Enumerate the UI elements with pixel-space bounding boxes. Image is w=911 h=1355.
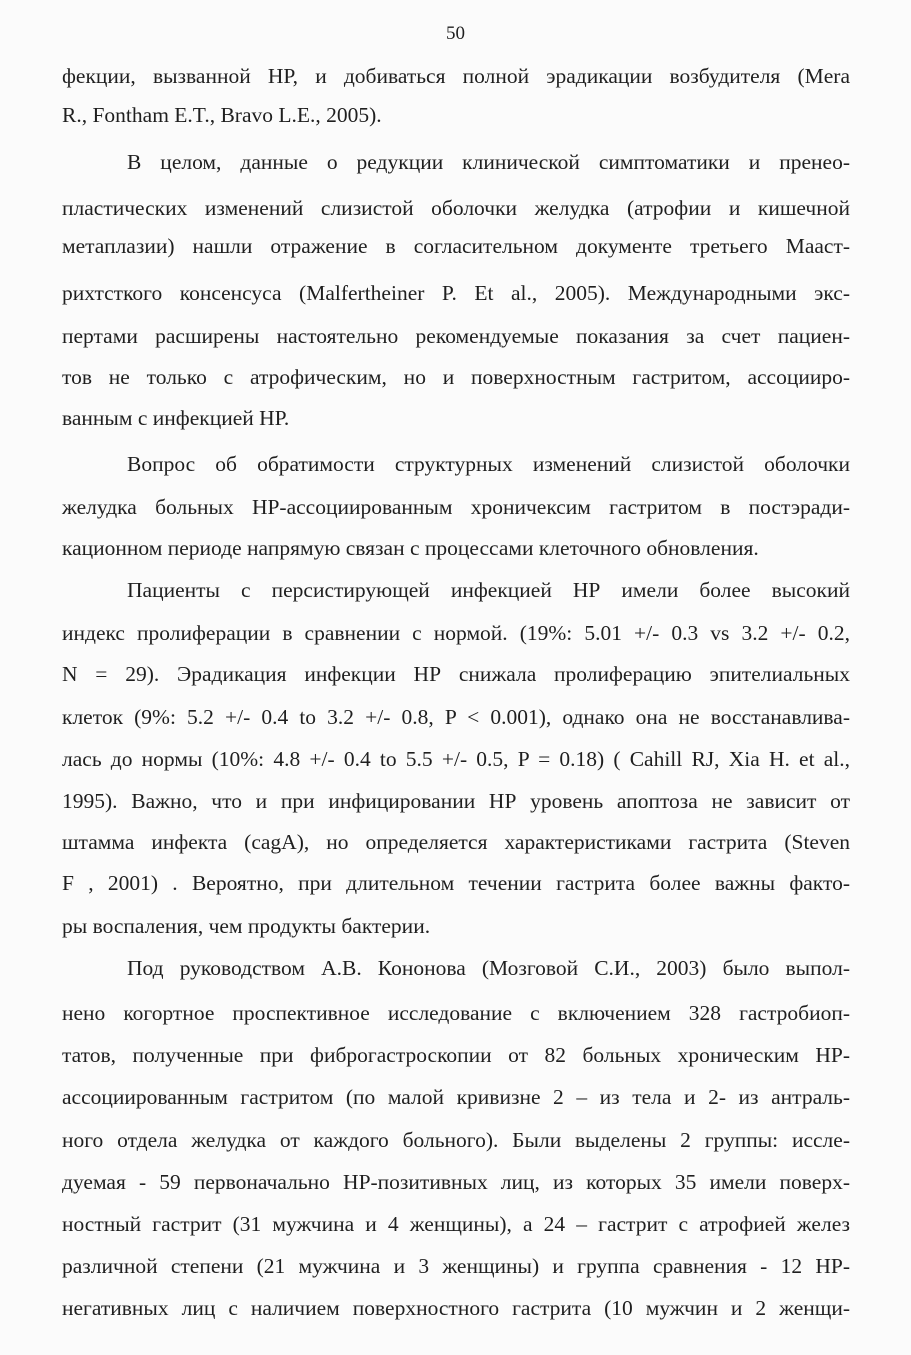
text-line: ностный гастрит (31 мужчина и 4 женщины), а 24 – гастрит с атрофией желез (62, 1212, 850, 1236)
text-line: различной степени (21 мужчина и 3 женщины) и группа сравнения - 12 НР- (62, 1254, 850, 1278)
text-line: клеток (9%: 5.2 +/- 0.4 to 3.2 +/- 0.8, P < 0.001), однако она не восстанавлива- (62, 705, 850, 729)
text-line: рихтсткого консенсуса (Malfertheiner P. Et al., 2005). Международными экс- (62, 281, 850, 305)
text-line: фекции, вызванной НР, и добиваться полной эрадикации возбудителя (Mera (62, 64, 850, 88)
text-line: негативных лиц с наличием поверхностного гастрита (10 мужчин и 2 женщи- (62, 1296, 850, 1320)
text-line: F , 2001) . Вероятно, при длительном течении гастрита более важны факто- (62, 871, 850, 895)
text-line: N = 29). Эрадикация инфекции НР снижала пролиферацию эпителиальных (62, 662, 850, 686)
text-line: ры воспаления, чем продукты бактерии. (62, 914, 431, 938)
text-line: ассоциированным гастритом (по малой кривизне 2 – из тела и 2- из антраль- (62, 1085, 850, 1109)
text-line: 1995). Важно, что и при инфицировании НР уровень апоптоза не зависит от (62, 789, 850, 813)
text-line: В целом, данные о редукции клинической симптоматики и пренео- (127, 150, 850, 174)
text-line: татов, полученные при фиброгастроскопии от 82 больных хроническим НР- (62, 1043, 850, 1067)
text-line: штамма инфекта (cagA), но определяется характеристиками гастрита (Steven (62, 830, 850, 854)
text-line: тов не только с атрофическим, но и поверхностным гастритом, ассоцииро- (62, 365, 850, 389)
text-line: нено когортное проспективное исследование с включением 328 гастробиоп- (62, 1001, 850, 1025)
text-line: кационном периоде напрямую связан с процессами клеточного обновления. (62, 536, 759, 560)
text-line: индекс пролиферации в сравнении с нормой. (19%: 5.01 +/- 0.3 vs 3.2 +/- 0.2, (62, 621, 850, 645)
text-line: желудка больных НР-ассоциированным хроничексим гастритом в постэради- (62, 495, 850, 519)
text-line: пластических изменений слизистой оболочки желудка (атрофии и кишечной (62, 196, 850, 220)
page-number: 50 (446, 23, 465, 44)
text-line: метаплазии) нашли отражение в согласительном документе третьего Мааст- (62, 234, 850, 258)
text-line: дуемая - 59 первоначально НР-позитивных лиц, из которых 35 имели поверх- (62, 1170, 850, 1194)
text-line: ного отдела желудка от каждого больного). Были выделены 2 группы: иссле- (62, 1128, 850, 1152)
text-line: Пациенты с персистирующей инфекцией НР имели более высокий (127, 578, 850, 602)
text-line: Вопрос об обратимости структурных изменений слизистой оболочки (127, 452, 850, 476)
text-line: ванным с инфекцией НР. (62, 406, 290, 430)
text-line: Под руководством А.В. Кононова (Мозговой С.И., 2003) было выпол- (127, 956, 850, 980)
text-line: пертами расширены настоятельно рекомендуемые показания за счет пациен- (62, 324, 850, 348)
text-line: R., Fontham E.T., Bravo L.E., 2005). (62, 103, 382, 127)
text-line: лась до нормы (10%: 4.8 +/- 0.4 to 5.5 +/- 0.5, P = 0.18) ( Cahill RJ, Xia H. et al., (62, 747, 850, 771)
